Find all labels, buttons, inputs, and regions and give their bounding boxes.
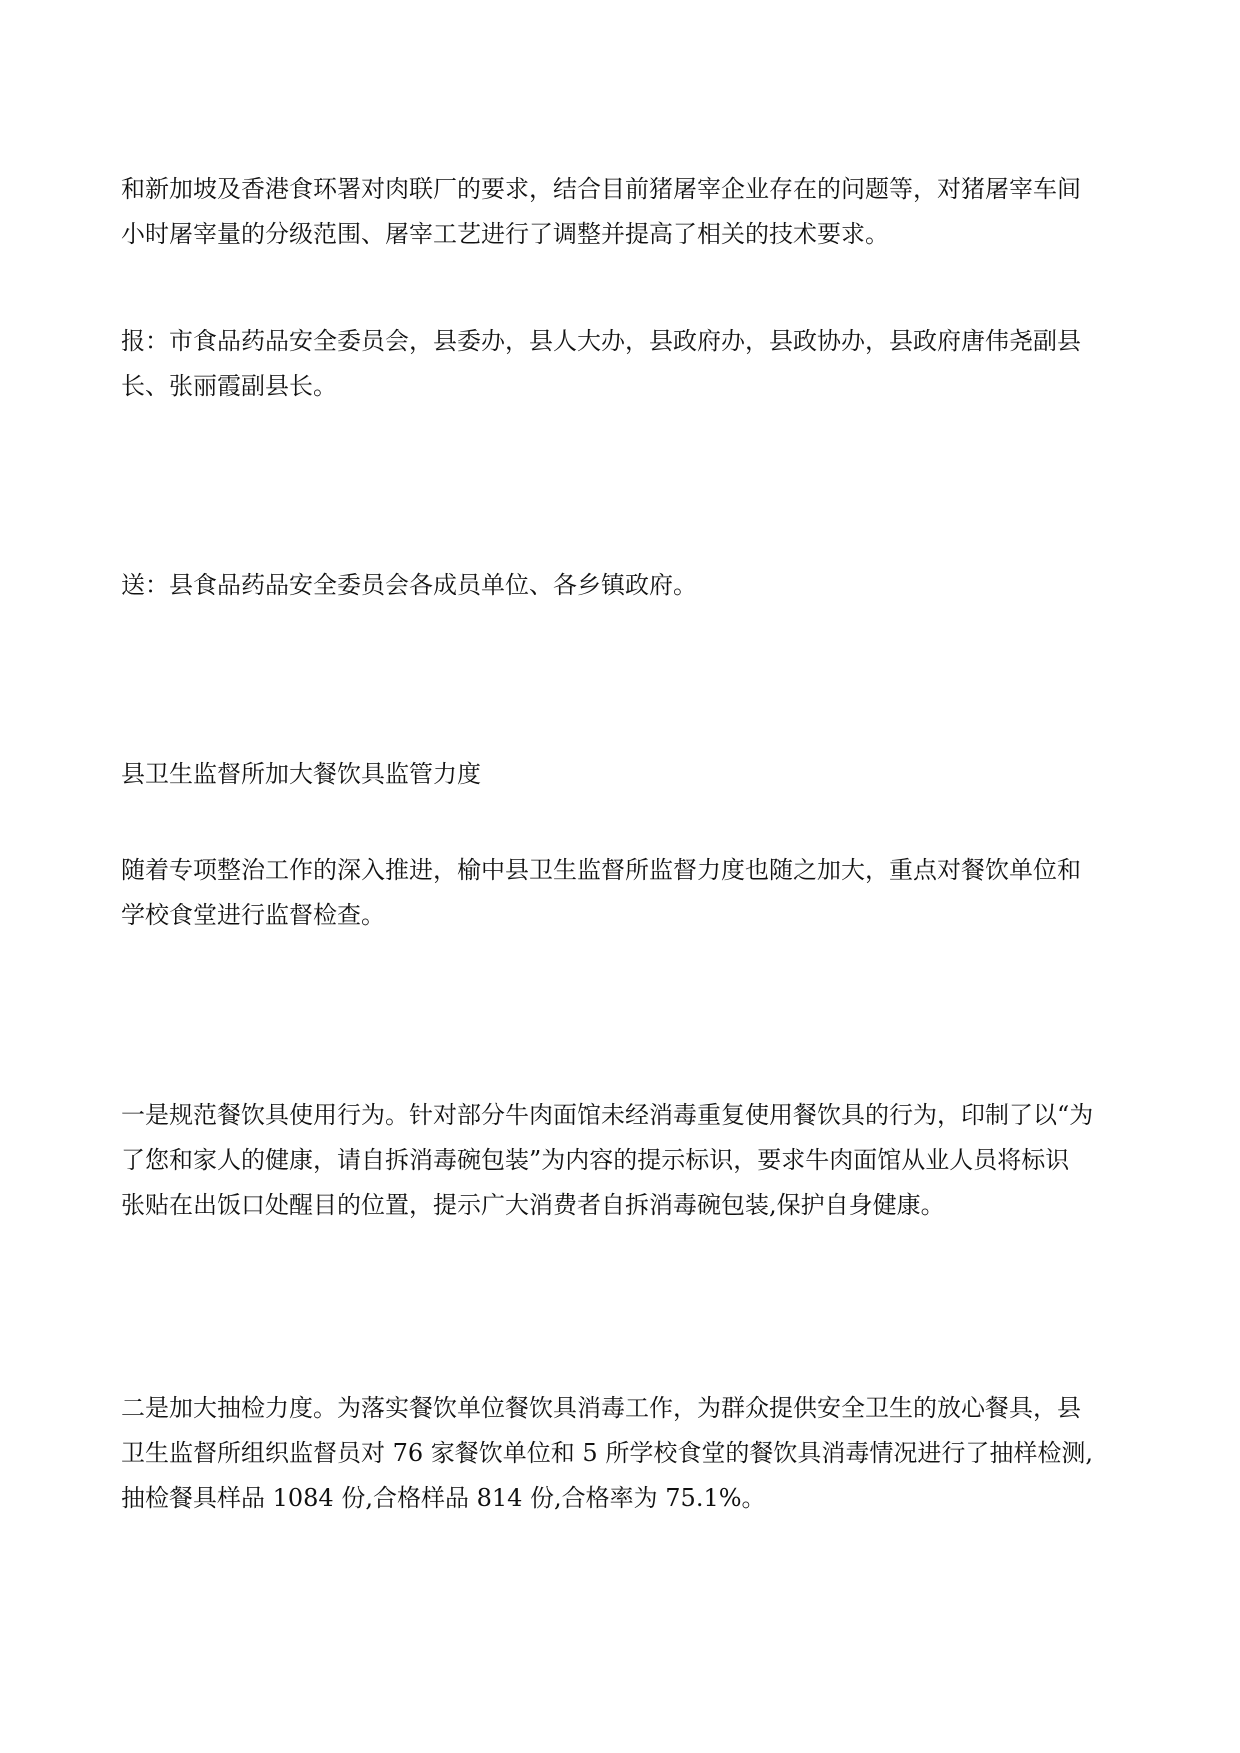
paragraph-line: 和新加坡及香港食环署对肉联厂的要求，结合目前猪屠宰企业存在的问题等，对猪屠宰车间	[121, 175, 1081, 203]
paragraph-point-one	[121, 1093, 1121, 1228]
paragraph-line: 一是规范餐饮具使用行为。针对部分牛肉面馆未经消毒重复使用餐饮具的行为，印制了以“为	[121, 1101, 1094, 1129]
paragraph-report-to	[121, 319, 1121, 409]
paragraph-line: 长、张丽霞副县长。	[121, 372, 337, 400]
paragraph-line: 小时屠宰量的分级范围、屠宰工艺进行了调整并提高了相关的技术要求。	[121, 220, 889, 248]
paragraph-line: 学校食堂进行监督检查。	[121, 901, 385, 929]
paragraph-slaughter-requirements	[121, 167, 1121, 257]
paragraph-line: 抽检餐具样品 1084 份,合格样品 814 份,合格率为 75.1%。	[121, 1484, 766, 1512]
paragraph-point-two	[121, 1386, 1121, 1521]
heading-text: 县卫生监督所加大餐饮具监管力度	[121, 760, 481, 788]
section-heading	[121, 752, 1121, 797]
paragraph-line: 报：市食品药品安全委员会，县委办，县人大办，县政府办，县政协办，县政府唐伟尧副县	[121, 327, 1081, 355]
paragraph-line: 卫生监督所组织监督员对 76 家餐饮单位和 5 所学校食堂的餐饮具消毒情况进行了抽样检测,	[121, 1439, 1093, 1467]
paragraph-line: 二是加大抽检力度。为落实餐饮单位餐饮具消毒工作，为群众提供安全卫生的放心餐具，县	[121, 1394, 1081, 1422]
paragraph-line: 了您和家人的健康，请自拆消毒碗包装”为内容的提示标识，要求牛肉面馆从业人员将标识	[121, 1146, 1070, 1174]
paragraph-send-to	[121, 563, 1121, 608]
paragraph-line: 张贴在出饭口处醒目的位置，提示广大消费者自拆消毒碗包装,保护自身健康。	[121, 1191, 945, 1219]
paragraph-line: 随着专项整治工作的深入推进，榆中县卫生监督所监督力度也随之加大，重点对餐饮单位和	[121, 856, 1081, 884]
paragraph-line: 送：县食品药品安全委员会各成员单位、各乡镇政府。	[121, 571, 697, 599]
paragraph-intro	[121, 848, 1121, 938]
